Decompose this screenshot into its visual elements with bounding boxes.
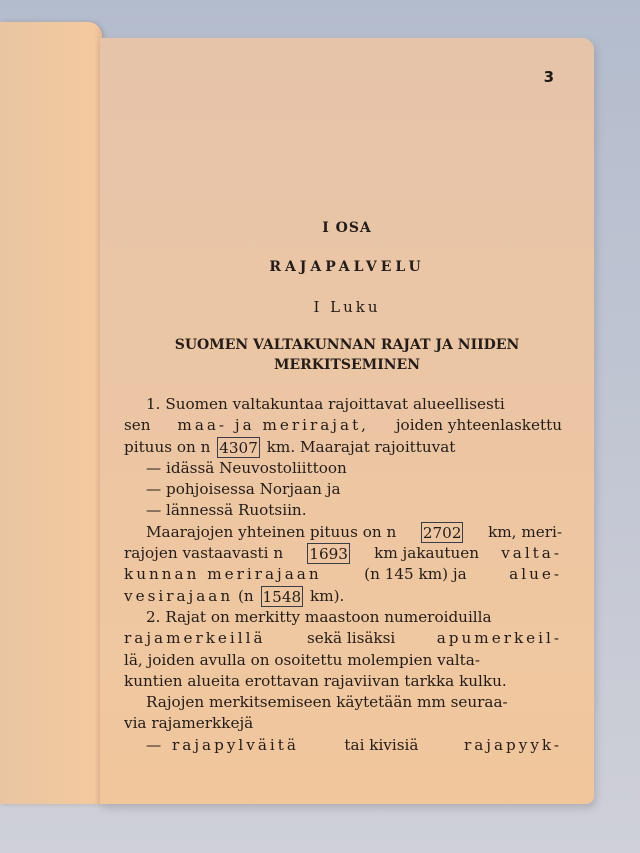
spaced-text: kunnan merirajaan xyxy=(124,565,322,584)
part-heading: I OSA xyxy=(322,220,372,236)
text-span: — lännessä Ruotsiin. xyxy=(146,501,307,520)
boxed-number: 2702 xyxy=(422,523,462,542)
text-span: (n xyxy=(237,586,254,605)
section-heading: RAJAPALVELU xyxy=(269,259,425,275)
text-line xyxy=(124,650,562,671)
body-text xyxy=(124,394,562,756)
text-line xyxy=(124,437,562,458)
text-line xyxy=(124,394,562,415)
text-span: km jakautuen xyxy=(374,544,480,563)
text-line xyxy=(124,607,562,628)
text-line xyxy=(124,543,562,564)
text-span: — pohjoisessa Norjaan ja xyxy=(146,480,341,499)
text-span: 1. Suomen valtakuntaa rajoittavat alueellisesti xyxy=(146,395,505,413)
chapter-title-line1: SUOMEN VALTAKUNNAN RAJAT JA NIIDEN xyxy=(174,337,520,353)
page-number: 3 xyxy=(543,68,554,86)
text-span: km, meri- xyxy=(488,522,562,541)
text-line xyxy=(124,415,562,436)
list-item xyxy=(124,458,562,479)
text-line xyxy=(124,522,562,543)
text-line xyxy=(124,692,562,713)
text-span: joiden yhteenlaskettu xyxy=(395,416,562,435)
text-span: sekä lisäksi xyxy=(307,629,396,648)
text-line xyxy=(124,564,562,585)
text-span: sen xyxy=(124,416,151,435)
text-line xyxy=(124,671,562,692)
chapter-title xyxy=(100,335,594,375)
text-span: rajojen vastaavasti n xyxy=(124,544,284,563)
list-item xyxy=(124,500,562,521)
text-span: (n 145 km) ja xyxy=(364,565,467,584)
text-line xyxy=(124,628,562,649)
list-item xyxy=(124,479,562,500)
chapter-heading: I Luku xyxy=(313,298,381,316)
right-page xyxy=(100,38,594,804)
text-span: via rajamerkkejä xyxy=(124,714,254,733)
text-span: Rajojen merkitsemiseen käytetään mm seuraa- xyxy=(146,693,508,712)
spaced-text: valta- xyxy=(501,544,562,563)
text-span: — idässä Neuvostoliittoon xyxy=(146,458,347,477)
boxed-number: 1548 xyxy=(262,587,302,606)
text-span: kuntien alueita erottavan rajaviivan tarkka kulku. xyxy=(124,671,507,690)
left-page xyxy=(0,22,102,804)
text-span: 2. Rajat on merkitty maastoon numeroiduilla xyxy=(146,607,492,626)
spaced-text: rajamerkeillä xyxy=(124,629,266,648)
text-span: Maarajojen yhteinen pituus on n xyxy=(146,522,397,541)
chapter-title-line2: MERKITSEMINEN xyxy=(273,357,421,373)
spaced-text: vesirajaan xyxy=(124,586,234,605)
text-span: km. Maarajat rajoittuvat xyxy=(266,437,456,456)
text-span: km). xyxy=(310,586,345,605)
text-span: pituus on n xyxy=(124,437,211,456)
spaced-text: maa- ja merirajat, xyxy=(177,416,369,435)
spaced-text: alue- xyxy=(509,565,562,584)
text-line xyxy=(124,713,562,734)
boxed-number: 1693 xyxy=(309,545,348,564)
text-line xyxy=(124,586,562,607)
boxed-number: 4307 xyxy=(219,438,258,457)
text-span: tai kivisiä xyxy=(344,735,419,754)
spaced-text: — rajapylväitä xyxy=(146,735,299,754)
spaced-text: apumerkeil- xyxy=(436,629,562,648)
text-span: lä, joiden avulla on osoitettu molempien valta- xyxy=(124,650,480,669)
list-item xyxy=(124,735,562,756)
spaced-text: rajapyyk- xyxy=(463,735,562,754)
